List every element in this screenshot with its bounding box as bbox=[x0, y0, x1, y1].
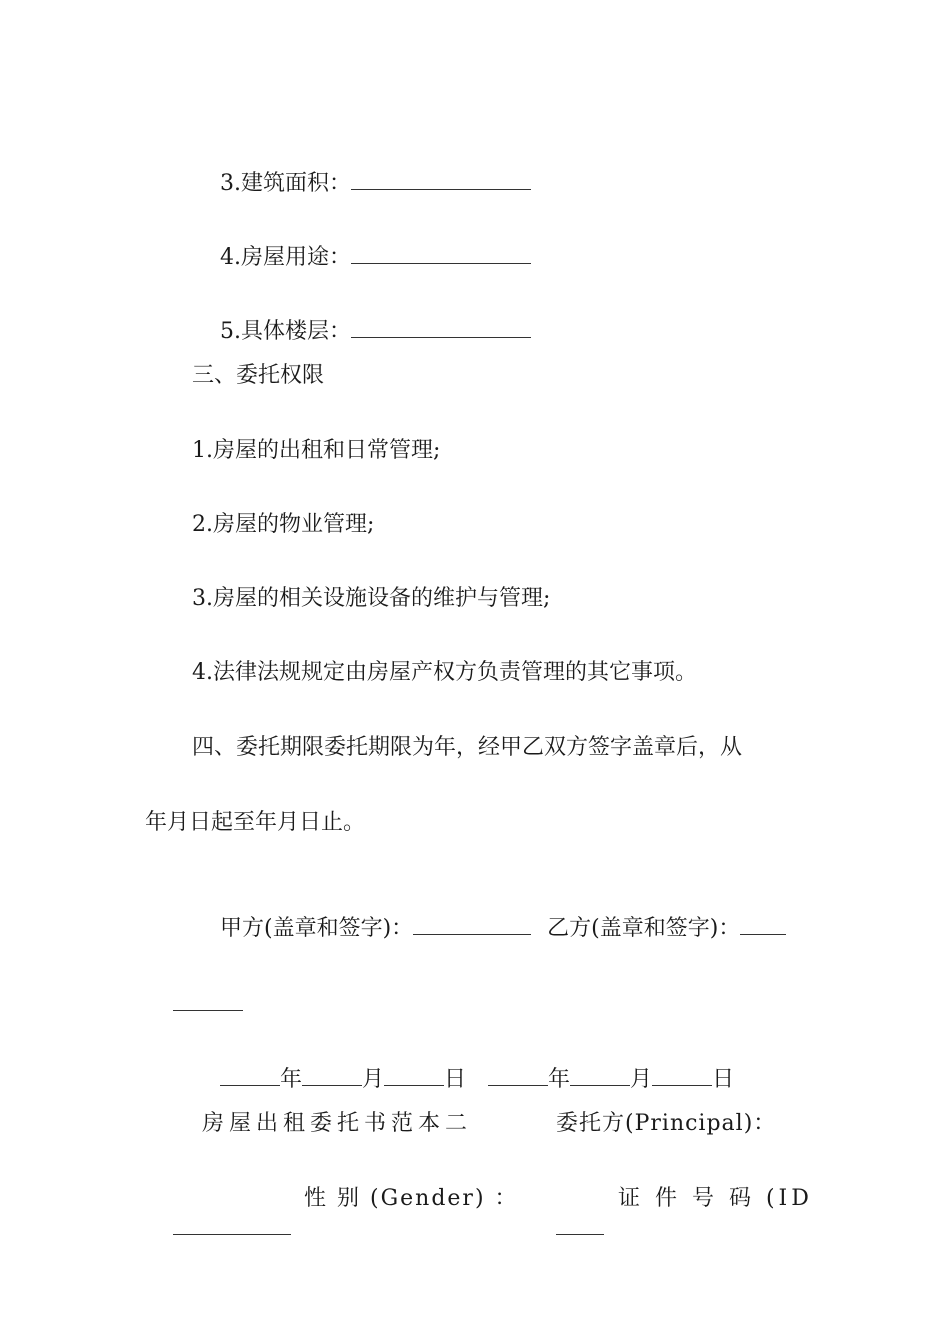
party-b-blank bbox=[740, 914, 786, 935]
month-blank bbox=[570, 1065, 630, 1086]
section3-item: 4.法律法规规定由房屋产权方负责管理的其它事项。 bbox=[192, 660, 697, 685]
month-char: 月 bbox=[630, 1067, 653, 1092]
section3-heading: 三、委托权限 bbox=[192, 363, 325, 388]
area-label: 3.建筑面积： bbox=[219, 171, 351, 196]
principal-label: 委托方(Principal)： bbox=[556, 1111, 777, 1136]
party-a-blank bbox=[413, 914, 531, 935]
area-blank bbox=[351, 169, 531, 190]
month-char: 月 bbox=[362, 1067, 385, 1092]
gender-blank-line bbox=[528, 1184, 604, 1274]
party-b-label: 乙方(盖章和签字)： bbox=[547, 916, 741, 941]
year-blank bbox=[488, 1065, 548, 1086]
day-char: 日 bbox=[444, 1067, 467, 1092]
signature-line bbox=[192, 884, 786, 974]
use-blank bbox=[351, 243, 531, 264]
day-char: 日 bbox=[712, 1067, 735, 1092]
year-blank bbox=[220, 1065, 280, 1086]
gender-label: 性 别 (Gender) ： bbox=[304, 1186, 519, 1211]
floor-label: 5.具体楼层： bbox=[219, 319, 351, 344]
section4-line1: 四、委托期限委托期限为年，经甲乙双方签字盖章后，从 bbox=[192, 735, 743, 760]
year-char: 年 bbox=[279, 1067, 302, 1092]
section3-item: 1.房屋的出租和日常管理; bbox=[192, 438, 441, 463]
day-blank bbox=[652, 1065, 712, 1086]
day-blank bbox=[384, 1065, 444, 1086]
month-blank bbox=[302, 1065, 362, 1086]
party-b-blank-tail bbox=[173, 990, 243, 1011]
party-a-label: 甲方(盖章和签字)： bbox=[219, 916, 414, 941]
floor-blank bbox=[351, 317, 531, 338]
sample2-title: 房屋出租委托书范本二 bbox=[202, 1111, 473, 1136]
section3-item: 2.房屋的物业管理; bbox=[192, 512, 375, 537]
use-label: 4.房屋用途： bbox=[219, 245, 351, 270]
id-label: 证 件 号 码 (ID bbox=[618, 1186, 813, 1211]
principal-blank bbox=[173, 1214, 291, 1235]
year-char: 年 bbox=[548, 1067, 571, 1092]
section3-item: 3.房屋的相关设施设备的维护与管理; bbox=[192, 586, 551, 611]
gender-blank bbox=[556, 1214, 604, 1235]
principal-line bbox=[145, 1184, 291, 1274]
section4-line2: 年月日起至年月日止。 bbox=[145, 810, 366, 835]
